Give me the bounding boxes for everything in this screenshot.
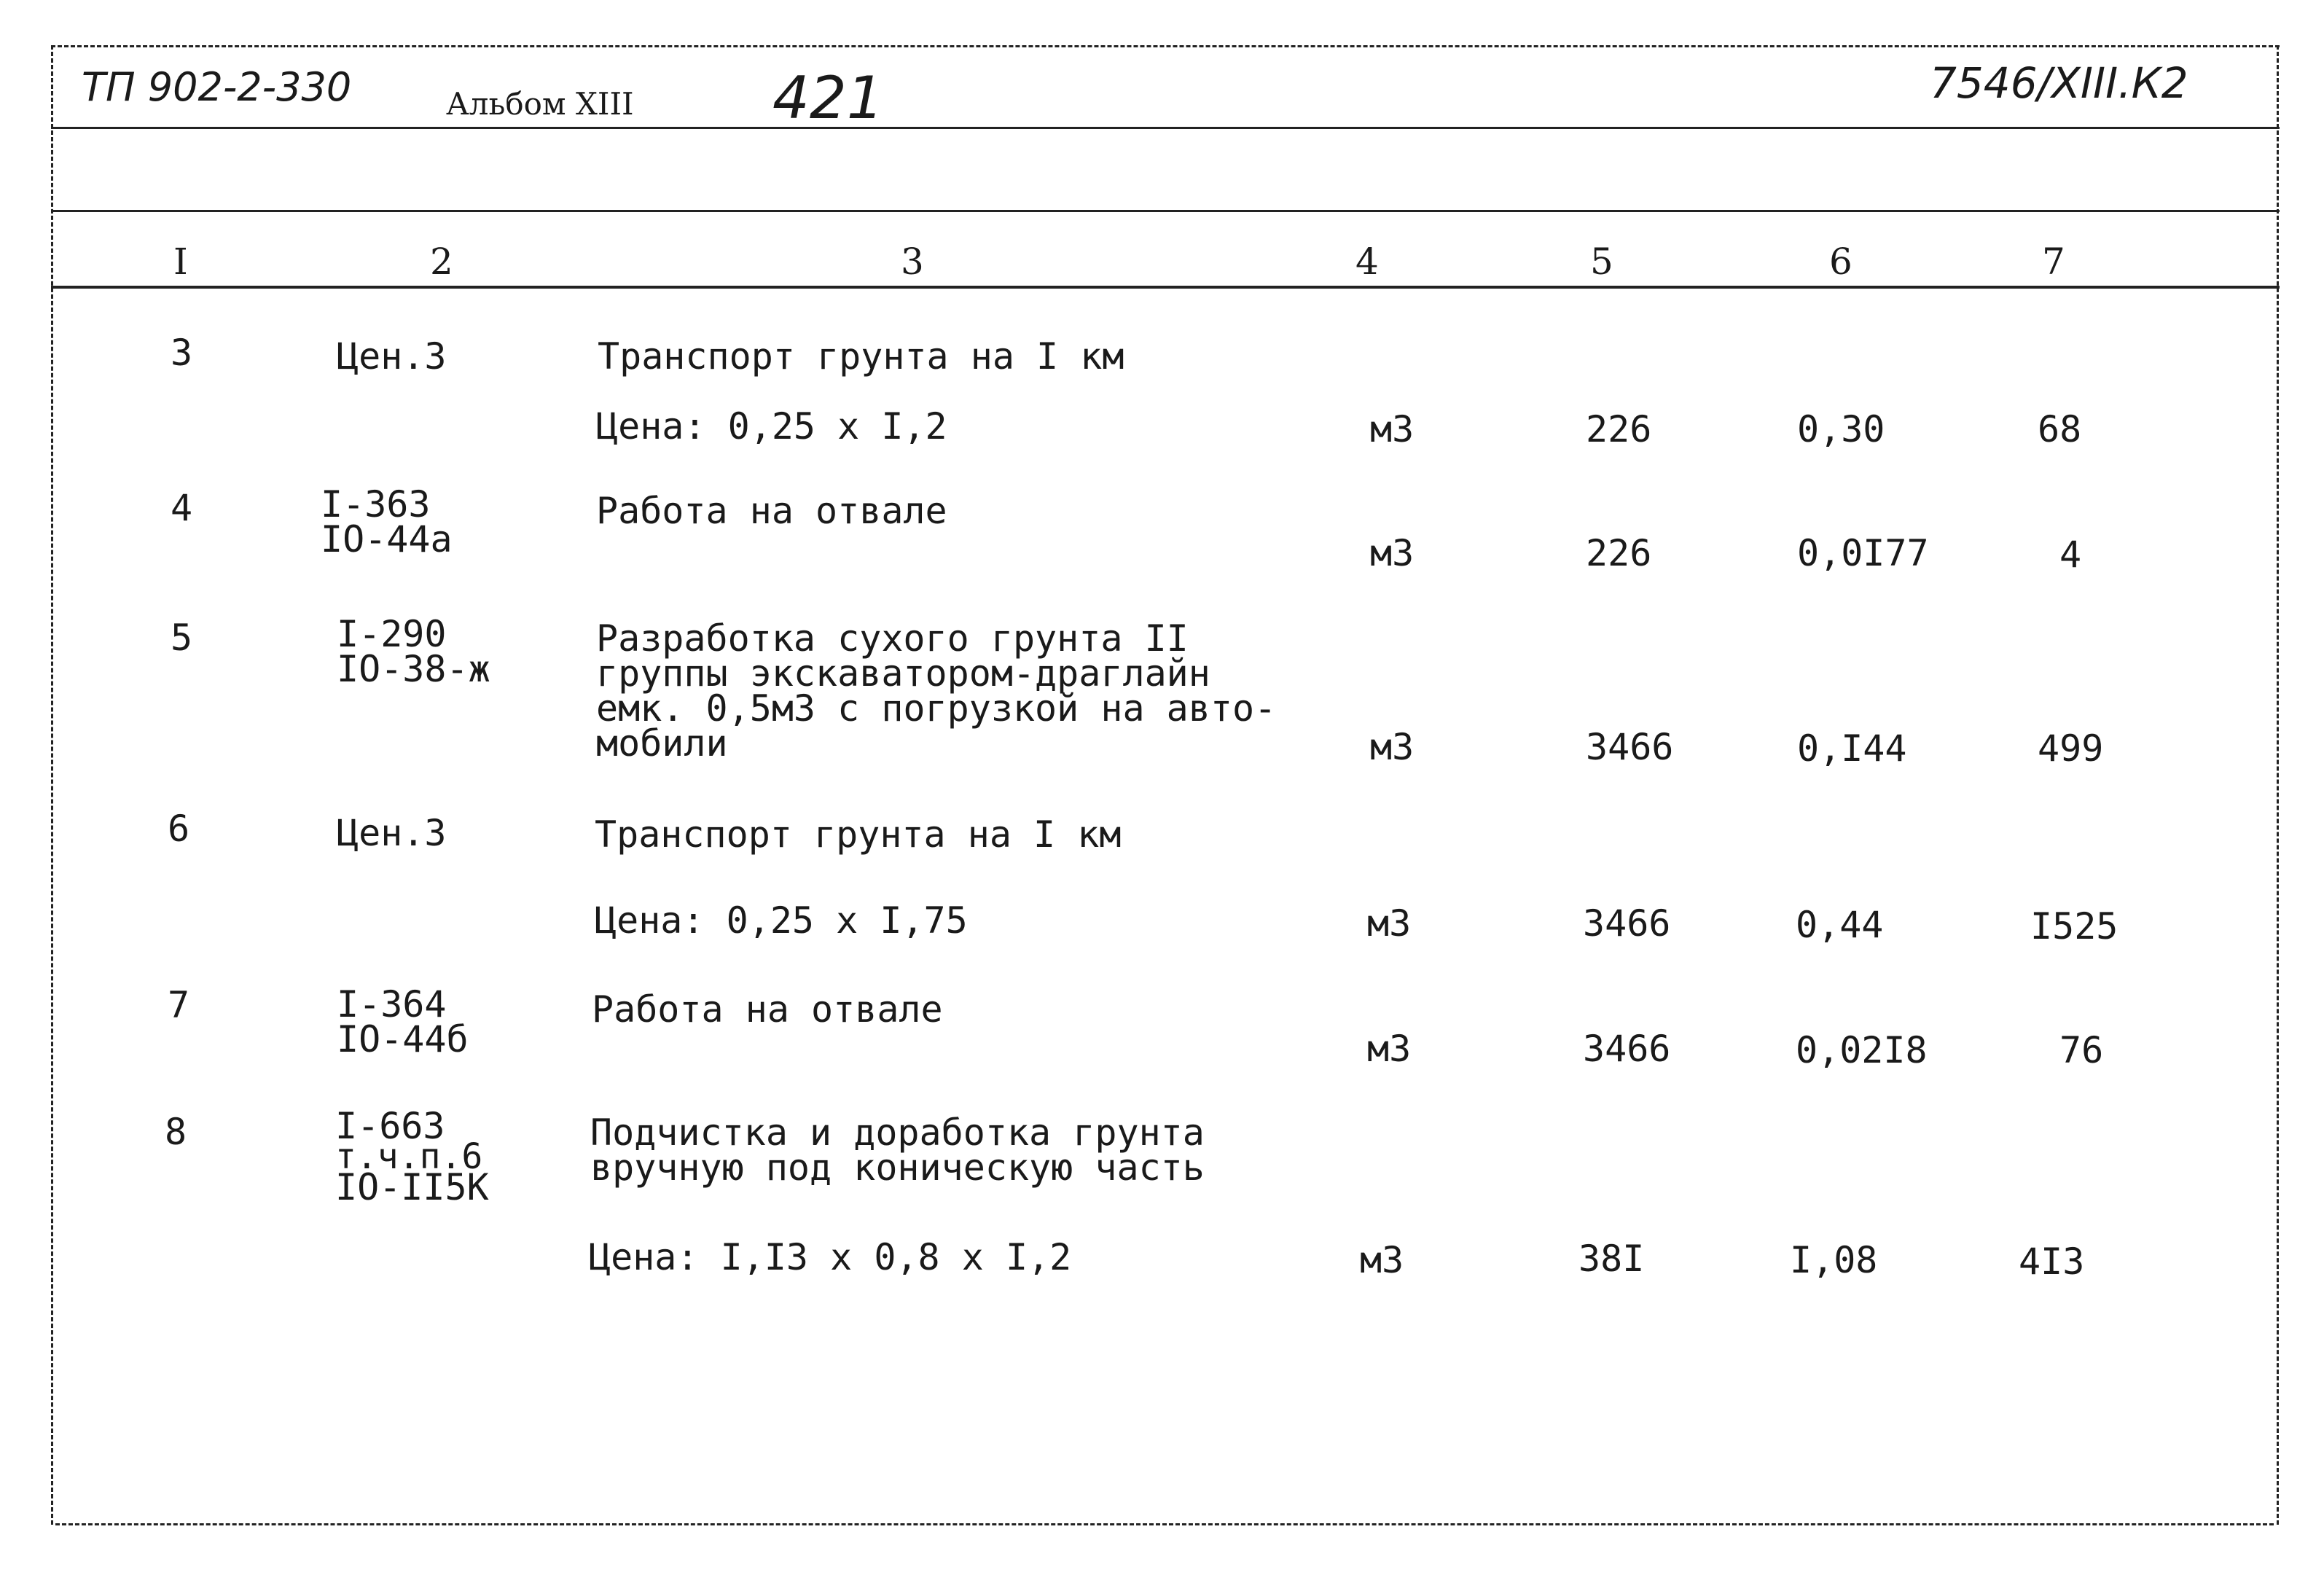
row-total: 4I3	[2019, 1240, 2085, 1283]
row-code: Цен.3	[337, 335, 447, 378]
row-codes	[321, 483, 453, 560]
column-header-4: 4	[1355, 241, 1379, 283]
row-unit: м3	[1360, 1239, 1404, 1281]
column-header-5: 5	[1590, 241, 1613, 283]
row-unit: м3	[1367, 902, 1412, 945]
row-unit: м3	[1370, 408, 1415, 450]
row-unit: м3	[1367, 1028, 1412, 1070]
row-rate: 0,I44	[1797, 727, 1907, 770]
row-code: I-363	[321, 483, 431, 525]
row-code: IO-44а	[321, 518, 453, 560]
row-rate: 0,02I8	[1796, 1029, 1928, 1071]
row-codes	[335, 1105, 489, 1208]
row-number: 5	[171, 617, 193, 659]
row-description: Транспорт грунта на I км	[598, 335, 1124, 378]
row-total: I525	[2030, 905, 2118, 947]
row-number: 6	[168, 808, 190, 850]
row-code: IO-38-ж	[337, 648, 490, 690]
row-codes	[337, 983, 469, 1060]
column-header-3: 3	[901, 241, 924, 283]
column-header-1: I	[173, 241, 188, 283]
column-header-7: 7	[2042, 241, 2065, 283]
header-rule	[51, 127, 2280, 129]
row-description	[596, 617, 1277, 765]
frame-top-border	[51, 45, 2280, 47]
description-line: мобили	[596, 722, 728, 765]
row-unit: м3	[1370, 726, 1415, 768]
row-description: Работа на отвале	[592, 988, 943, 1031]
description-line: Разработка сухого грунта II	[596, 617, 1189, 660]
row-rate: 0,30	[1797, 408, 1885, 450]
row-quantity: 226	[1586, 408, 1652, 450]
description-line: Подчистка и доработка грунта	[590, 1111, 1205, 1154]
project-code: ТП 902-2-330	[82, 64, 352, 110]
row-unit: м3	[1370, 532, 1415, 574]
row-description: Транспорт грунта на I км	[595, 813, 1122, 856]
row-quantity: 3466	[1583, 902, 1671, 945]
column-header-2: 2	[430, 241, 453, 283]
row-total: 76	[2059, 1029, 2104, 1071]
row-quantity: 3466	[1586, 726, 1674, 768]
row-quantity: 3466	[1583, 1028, 1671, 1070]
row-rate: 0,44	[1796, 904, 1884, 946]
row-price-line: Цена: I,I3 х 0,8 х I,2	[589, 1236, 1072, 1278]
row-total: 68	[2038, 408, 2082, 450]
row-price-line: Цена: 0,25 х I,2	[596, 405, 947, 448]
row-number: 7	[168, 984, 190, 1026]
row-total: 499	[2038, 727, 2104, 770]
row-code: Цен.3	[337, 812, 447, 854]
frame-left-border	[51, 45, 53, 1525]
row-code: I-663	[335, 1105, 445, 1147]
row-rate: I,08	[1790, 1239, 1878, 1281]
album-label: Альбом XIII	[446, 86, 634, 122]
column-header-bottom-rule	[51, 286, 2280, 289]
row-quantity: 38I	[1578, 1238, 1645, 1280]
row-code: IO-II5К	[335, 1166, 489, 1208]
row-description: Работа на отвале	[596, 490, 947, 532]
column-header-6: 6	[1829, 241, 1852, 283]
row-codes	[337, 613, 490, 690]
frame-bottom-border	[55, 1523, 2274, 1525]
row-description	[590, 1111, 1205, 1189]
row-code: I-364	[337, 983, 447, 1025]
row-rate: 0,0I77	[1797, 532, 1929, 574]
row-number: 3	[171, 332, 193, 374]
archive-code: 7546/XIII.К2	[1930, 58, 2188, 108]
description-line: вручную под коническую часть	[590, 1146, 1205, 1189]
row-code: IO-44б	[337, 1018, 469, 1060]
frame-right-border	[2277, 45, 2279, 1525]
description-line: группы экскаватором-драглайн	[596, 652, 1210, 695]
column-header-top-rule	[51, 210, 2280, 212]
row-code: I-290	[337, 613, 447, 655]
description-line: емк. 0,5м3 с погрузкой на авто-	[596, 687, 1277, 730]
row-number: 8	[165, 1111, 187, 1153]
row-quantity: 226	[1586, 532, 1652, 574]
row-number: 4	[171, 487, 193, 529]
row-code: т.ч.п.6	[335, 1136, 483, 1177]
page-number: 421	[772, 64, 884, 132]
row-total: 4	[2059, 534, 2082, 576]
row-price-line: Цена: 0,25 х I,75	[595, 899, 968, 942]
